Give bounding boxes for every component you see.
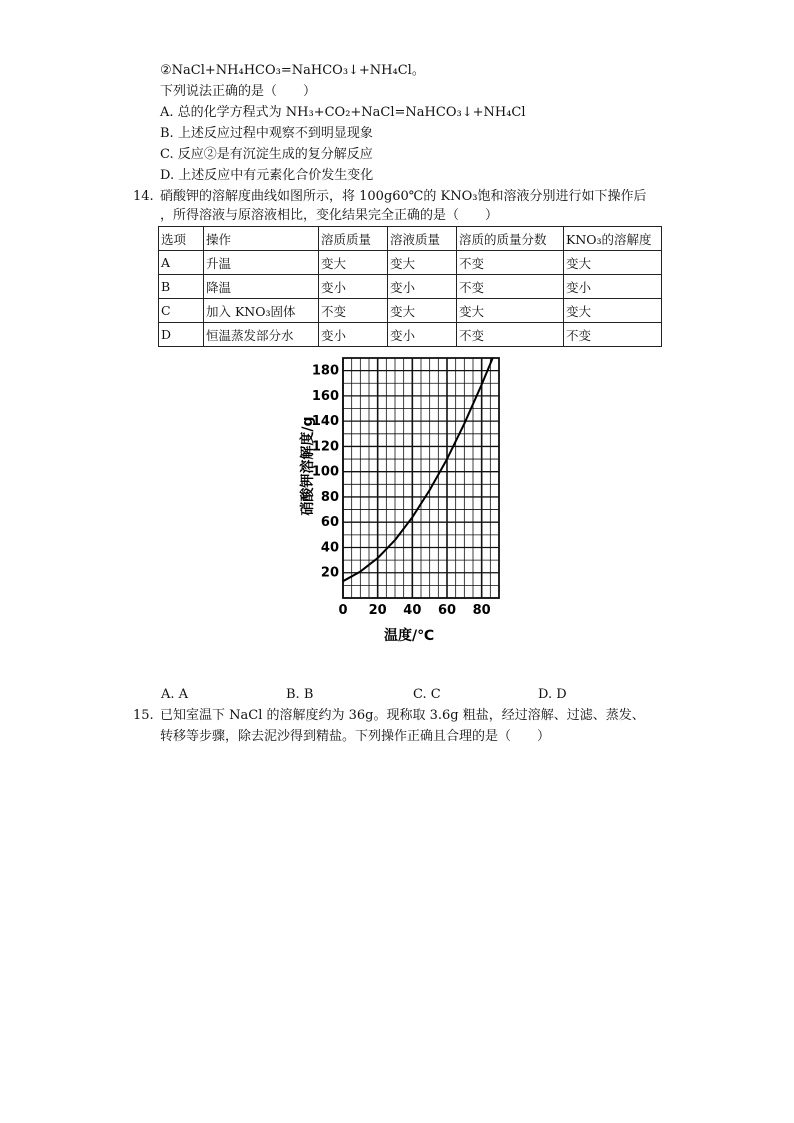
y-tick-label: 160 (311, 388, 339, 404)
table-row (159, 323, 662, 347)
q13-option-c: C. 反应②是有沉淀生成的复分解反应 (160, 147, 373, 162)
y-tick-label: 60 (320, 515, 339, 531)
table-header-cell: 选项 (159, 227, 204, 251)
x-tick-label: 60 (437, 603, 457, 618)
q14-text-line1: 硝酸钾的溶解度曲线如图所示，将 100g60℃的 KNO₃饱和溶液分别进行如下操作后 (160, 189, 647, 204)
table-cell: 变小 (319, 275, 388, 299)
y-tick-label: 100 (311, 464, 339, 480)
q13-option-a: A. 总的化学方程式为 NH₃+CO₂+NaCl=NaHCO₃↓+NH₄Cl (160, 105, 526, 120)
table-row (159, 299, 662, 323)
table-cell: 变大 (388, 251, 457, 275)
q14-number: 14. (133, 189, 154, 204)
x-tick-label: 0 (338, 603, 348, 618)
q14-text-line2: ，所得溶液与原溶液相比，变化结果完全正确的是（ ） (160, 208, 499, 223)
q14-choice-b[interactable]: B. B (286, 687, 314, 702)
table-cell: 变小 (564, 275, 662, 299)
y-tick-label: 140 (311, 414, 339, 430)
y-tick-label: 180 (311, 363, 339, 379)
table-cell: 变大 (457, 299, 564, 323)
table-cell: 变小 (388, 323, 457, 347)
x-tick-label: 40 (403, 603, 422, 618)
table-cell: 不变 (564, 323, 662, 347)
table-cell: 降温 (204, 275, 319, 299)
y-tick-label: 120 (311, 439, 339, 455)
y-tick-label: 80 (320, 489, 339, 505)
table-cell: C (159, 299, 204, 323)
q14-options-table (158, 226, 662, 347)
table-cell: 变小 (319, 323, 388, 347)
table-cell: 变大 (564, 299, 662, 323)
y-tick-label: 20 (320, 565, 339, 581)
q13-prompt: 下列说法正确的是（ ） (160, 84, 317, 99)
table-cell: D (159, 323, 204, 347)
q14-choice-d[interactable]: D. D (538, 687, 567, 702)
table-cell: 加入 KNO₃固体 (204, 299, 319, 323)
table-cell: 不变 (319, 299, 388, 323)
q14-choice-c[interactable]: C. C (413, 687, 441, 702)
table-cell: 变大 (388, 299, 457, 323)
table-header-cell: 溶质质量 (319, 227, 388, 251)
table-header-cell: KNO₃的溶解度 (564, 227, 662, 251)
q13-option-b: B. 上述反应过程中观察不到明显现象 (160, 126, 373, 141)
table-header-row (159, 227, 662, 251)
solubility-chart (290, 350, 520, 650)
table-cell: 不变 (457, 323, 564, 347)
table-header-cell: 操作 (204, 227, 319, 251)
q15-text-line2: 转移等步骤，除去泥沙得到精盐。下列操作正确且合理的是（ ） (160, 729, 551, 744)
table-cell: 不变 (457, 251, 564, 275)
x-tick-label: 80 (472, 603, 491, 618)
table-cell: 变小 (388, 275, 457, 299)
q15-text-line1: 已知室温下 NaCl 的溶解度约为 36g。现称取 3.6g 粗盐，经过溶解、过滤、蒸发、 (160, 708, 645, 723)
table-cell: A (159, 251, 204, 275)
table-cell: 变大 (564, 251, 662, 275)
table-row (159, 275, 662, 299)
table-cell: 变大 (319, 251, 388, 275)
q13-option-d: D. 上述反应中有元素化合价发生变化 (160, 168, 374, 183)
reaction-2-equation: ②NaCl+NH₄HCO₃=NaHCO₃↓+NH₄Cl。 (160, 63, 425, 78)
q14-choice-a[interactable]: A. A (161, 687, 189, 702)
table-cell: 恒温蒸发部分水 (204, 323, 319, 347)
table-header-cell: 溶质的质量分数 (457, 227, 564, 251)
table-row (159, 251, 662, 275)
q15-number: 15. (133, 708, 154, 723)
x-axis-label: 温度/℃ (383, 628, 435, 644)
table-header-cell: 溶液质量 (388, 227, 457, 251)
table-cell: 升温 (204, 251, 319, 275)
table-cell: B (159, 275, 204, 299)
y-tick-label: 40 (320, 540, 339, 556)
table-cell: 不变 (457, 275, 564, 299)
y-axis-label: 硝酸钾溶解度/g (300, 416, 316, 516)
x-tick-label: 20 (368, 603, 387, 618)
